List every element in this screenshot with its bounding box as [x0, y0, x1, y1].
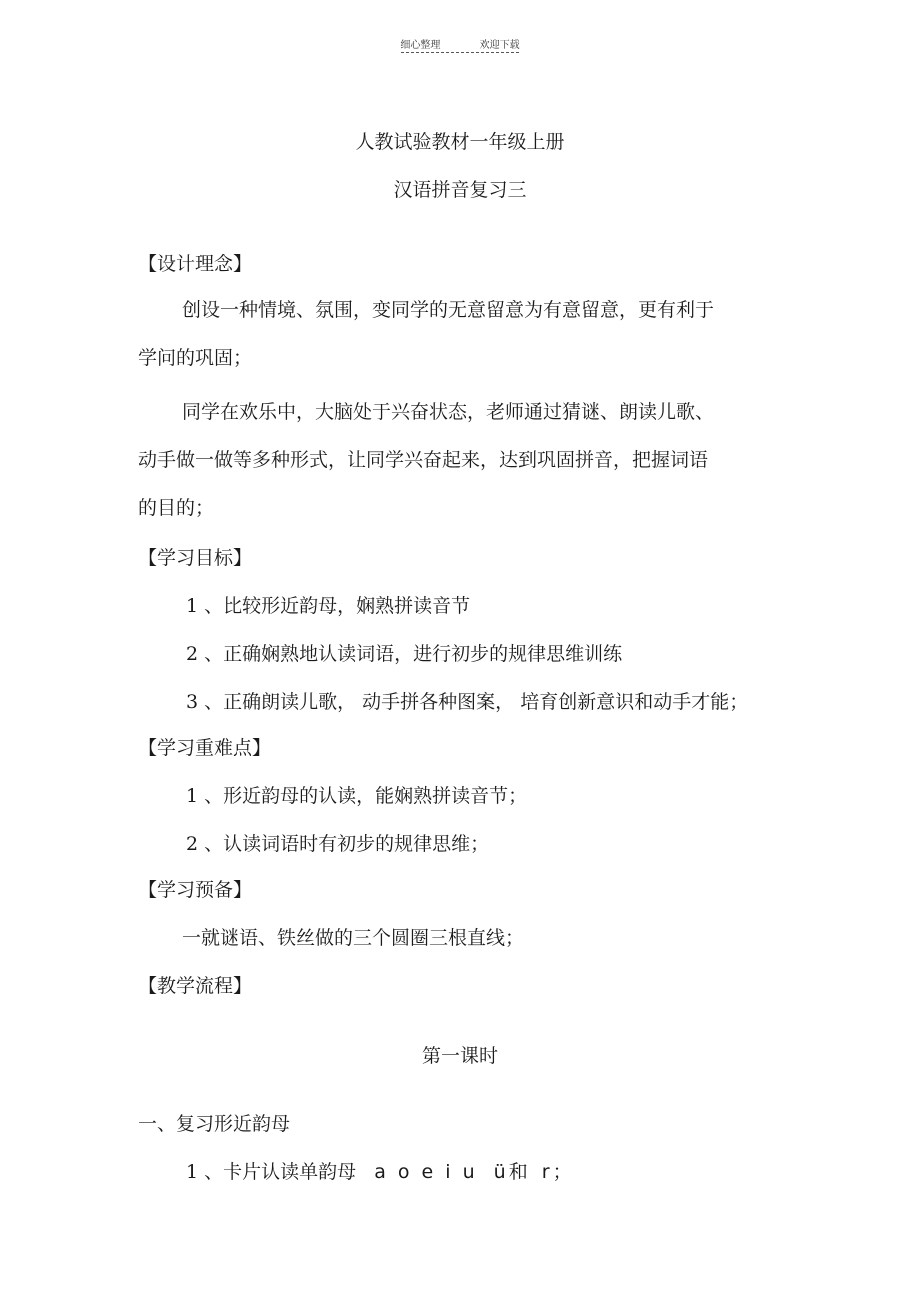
lesson-title: 第一课时	[421, 1045, 498, 1067]
list-item: 3 、正确朗读儿歌， 动手拼各种图案， 培育创新意识和动手才能；	[186, 691, 749, 713]
list-item: 1 、比较形近韵母，娴熟拼读音节	[186, 595, 471, 617]
page-header	[0, 36, 920, 51]
document-title: 人教试验教材一年级上册	[355, 131, 565, 153]
paragraph-line: 同学在欢乐中，大脑处于兴奋状态，老师通过猜谜、朗读儿歌、	[182, 401, 715, 423]
section-heading-process: 【教学流程】	[138, 975, 253, 997]
letter-r: r	[541, 1161, 553, 1183]
section-heading-design-concept: 【设计理念】	[138, 253, 253, 275]
subsection-heading: 一、复习形近韵母	[138, 1113, 291, 1135]
list-item: 2 、正确娴熟地认读词语，进行初步的规律思维训练	[186, 643, 623, 665]
step-text: 1 、卡片认读单韵母	[186, 1161, 357, 1183]
list-item: 1 、形近韵母的认读，能娴熟拼读音节；	[186, 785, 528, 807]
header-right-text: 欢迎下载	[479, 40, 520, 51]
vowel-letters: a o e i u	[374, 1161, 478, 1183]
step-text: ；	[552, 1161, 572, 1183]
list-item	[186, 1160, 572, 1184]
paragraph-line: 的目的；	[138, 497, 215, 519]
section-heading-goals: 【学习目标】	[138, 547, 253, 569]
header-divider	[401, 52, 519, 53]
vowel-u-umlaut: ü	[493, 1161, 509, 1183]
paragraph-line: 创设一种情境、氛围，变同学的无意留意为有意留意，更有利于	[182, 299, 715, 321]
paragraph-line: 学问的巩固；	[138, 347, 253, 369]
list-item: 2 、认读词语时有初步的规律思维；	[186, 833, 490, 855]
document-subtitle: 汉语拼音复习三	[393, 179, 527, 201]
header-left-text: 细心整理	[400, 40, 441, 51]
section-heading-preparation: 【学习预备】	[138, 879, 253, 901]
section-heading-key-points: 【学习重难点】	[138, 737, 272, 759]
paragraph-line: 动手做一做等多种形式，让同学兴奋起来，达到巩固拼音，把握词语	[138, 449, 709, 471]
paragraph-line: 一就谜语、铁丝做的三个圆圈三根直线；	[182, 927, 525, 949]
step-text: 和	[508, 1161, 528, 1183]
